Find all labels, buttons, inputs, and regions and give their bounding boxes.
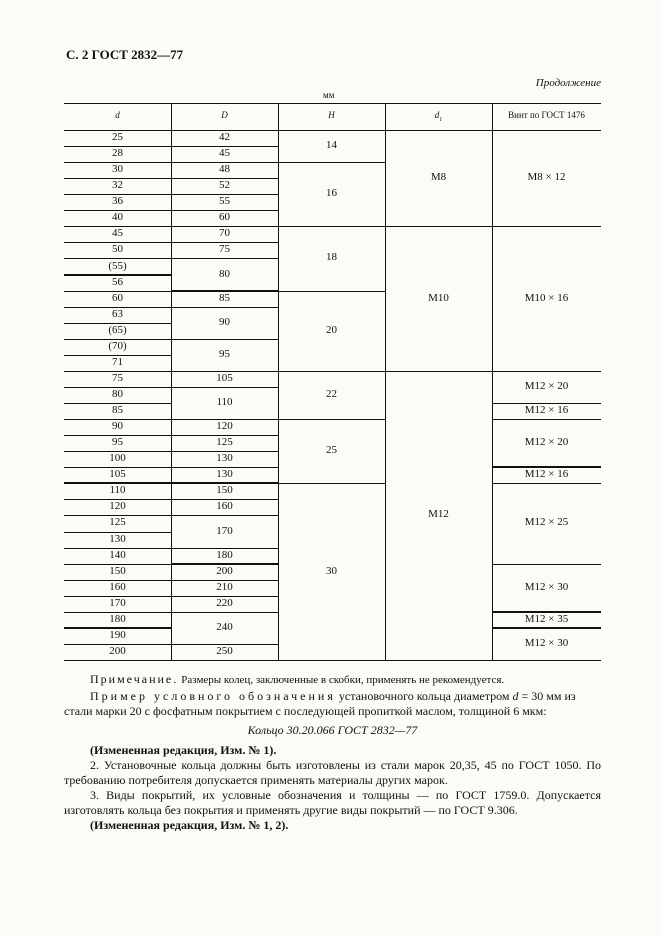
d-value-cell: 125	[109, 516, 126, 529]
D-value-cell: 60	[219, 211, 230, 224]
row-divider	[64, 194, 171, 195]
d-value-cell: 32	[112, 179, 123, 192]
row-divider	[171, 548, 278, 549]
d-value-cell: (55)	[108, 259, 127, 272]
screw-value-cell: M8 × 12	[527, 171, 566, 184]
D-value-cell: 240	[216, 620, 233, 633]
D-value-cell: 250	[216, 644, 233, 657]
d-value-cell: 100	[109, 452, 126, 465]
page-header: С. 2 ГОСТ 2832—77	[66, 47, 184, 62]
row-divider	[64, 644, 171, 645]
header-d1	[385, 111, 492, 123]
table-bottom-border	[492, 660, 601, 661]
row-divider	[171, 419, 278, 420]
screw-value-cell: M12 × 20	[524, 436, 569, 449]
row-divider	[171, 226, 278, 227]
row-divider	[64, 226, 171, 227]
row-divider-bold	[171, 563, 278, 565]
row-divider-bold	[492, 611, 601, 613]
row-divider	[278, 291, 385, 292]
row-divider	[492, 403, 601, 404]
d-value-cell: 140	[109, 548, 126, 561]
d-value-cell: 60	[112, 291, 123, 304]
row-divider	[278, 483, 385, 484]
row-divider	[492, 371, 601, 372]
table-header-border	[64, 130, 601, 131]
row-divider	[64, 307, 171, 308]
row-divider	[171, 499, 278, 500]
row-divider-bold	[171, 482, 278, 484]
header-d: d	[115, 109, 120, 120]
designation-sample: Кольцо 30.20.066 ГОСТ 2832—77	[247, 723, 418, 737]
D-value-cell: 85	[219, 291, 230, 304]
screw-value-cell: M12 × 30	[524, 636, 569, 649]
row-divider	[171, 451, 278, 452]
example-label: Пример условного обозначения	[90, 689, 336, 703]
screw-value-cell: M12 × 16	[524, 468, 569, 481]
D-value-cell: 180	[216, 548, 233, 561]
row-divider	[171, 515, 278, 516]
D-value-cell: 95	[219, 347, 230, 360]
row-divider	[64, 162, 171, 163]
example-text-end: = 30 мм из	[521, 689, 576, 703]
row-divider	[171, 258, 278, 259]
row-divider	[64, 548, 171, 549]
row-divider	[64, 178, 171, 179]
header-d1-sub: 1	[439, 116, 443, 123]
d-value-cell: 75	[112, 371, 123, 384]
row-divider-bold	[492, 627, 601, 629]
row-divider	[492, 419, 601, 420]
row-divider-bold	[64, 274, 171, 276]
row-divider	[64, 499, 171, 500]
row-divider	[64, 419, 171, 420]
row-divider	[278, 226, 385, 227]
d-value-cell: 28	[112, 147, 123, 160]
row-divider	[171, 644, 278, 645]
header-screw: Винт по ГОСТ 1476	[508, 109, 585, 120]
paragraph-2: 2. Установочные кольца должны быть изготовлены из стали марок 20,35, 45 по ГОСТ 1050. По требованию потребителя допускается применять материалы других марок.	[64, 758, 601, 787]
d-value-cell: 110	[109, 484, 126, 497]
d-value-cell: 180	[109, 612, 126, 625]
d-value-cell: 190	[109, 628, 126, 641]
D-value-cell: 125	[216, 436, 233, 449]
H-value-cell: 30	[326, 564, 337, 577]
D-value-cell: 160	[216, 500, 233, 513]
row-divider	[171, 387, 278, 388]
d-value-cell: 45	[112, 227, 123, 240]
d-value-cell: 200	[109, 644, 126, 657]
row-divider	[385, 371, 492, 372]
row-divider	[171, 307, 278, 308]
D-value-cell: 170	[216, 524, 233, 537]
row-divider	[278, 371, 385, 372]
dimensions-table	[64, 103, 601, 664]
D-value-cell: 45	[219, 147, 230, 160]
d-value-cell: 50	[112, 243, 123, 256]
row-divider	[171, 194, 278, 195]
d-value-cell: (70)	[108, 339, 127, 352]
row-divider	[278, 162, 385, 163]
row-divider	[64, 532, 171, 533]
edition-note-1: (Измененная редакция, Изм. № 1).	[90, 743, 277, 757]
row-divider	[64, 258, 171, 259]
D-value-cell: 48	[219, 163, 230, 176]
paragraph-3: 3. Виды покрытий, их условные обозначения и толщины — по ГОСТ 1759.0. Допускается изготовлять кольца без покрытия и применять другие виды покрытий — по ГОСТ 9.306.	[64, 788, 601, 817]
D-value-cell: 150	[216, 484, 233, 497]
note-text: Размеры колец, заключенные в скобки, применять не рекомендуется.	[181, 674, 505, 686]
screw-value-cell: M12 × 25	[524, 516, 569, 529]
D-value-cell: 105	[216, 371, 233, 384]
row-divider	[171, 467, 278, 468]
d1-value-cell: M8	[430, 171, 447, 184]
row-divider	[492, 483, 601, 484]
screw-value-cell: M12 × 35	[524, 612, 569, 625]
row-divider	[171, 178, 278, 179]
row-divider-bold	[492, 466, 601, 468]
row-divider	[64, 387, 171, 388]
d-value-cell: 130	[109, 532, 126, 545]
row-divider	[64, 242, 171, 243]
row-divider	[64, 403, 171, 404]
row-divider	[171, 242, 278, 243]
row-divider	[385, 226, 492, 227]
screw-value-cell: M12 × 16	[524, 404, 569, 417]
d1-value-cell: M12	[428, 508, 449, 521]
row-divider	[492, 226, 601, 227]
D-value-cell: 130	[216, 452, 233, 465]
example-text: установочного кольца диаметром	[338, 689, 510, 703]
d1-value-cell: M10	[428, 291, 449, 304]
example-variable: d	[512, 689, 519, 703]
table-note	[64, 672, 601, 688]
header-D: D	[221, 109, 228, 120]
row-divider	[64, 291, 171, 292]
row-divider	[64, 612, 171, 613]
table-top-border	[64, 103, 601, 104]
d-value-cell: 30	[112, 163, 123, 176]
row-divider	[171, 612, 278, 613]
row-divider	[171, 371, 278, 372]
d-value-cell: (65)	[108, 323, 127, 336]
row-divider	[64, 339, 171, 340]
D-value-cell: 75	[219, 243, 230, 256]
H-value-cell: 25	[326, 444, 337, 457]
row-divider	[171, 210, 278, 211]
H-value-cell: 16	[326, 187, 337, 200]
d-value-cell: 170	[109, 596, 126, 609]
D-value-cell: 210	[216, 580, 233, 593]
row-divider	[64, 451, 171, 452]
row-divider	[64, 435, 171, 436]
d-value-cell: 80	[112, 387, 123, 400]
row-divider	[171, 339, 278, 340]
D-value-cell: 52	[219, 179, 230, 192]
H-value-cell: 14	[326, 139, 337, 152]
d-value-cell: 36	[112, 195, 123, 208]
edition-note-2: (Измененная редакция, Изм. № 1, 2).	[90, 818, 289, 832]
paragraphs	[64, 743, 601, 833]
D-value-cell: 130	[216, 468, 233, 481]
D-value-cell: 42	[219, 131, 230, 144]
row-divider	[171, 596, 278, 597]
D-value-cell: 110	[216, 396, 233, 409]
screw-value-cell: M12 × 20	[524, 379, 569, 392]
row-divider	[492, 564, 601, 565]
d-value-cell: 71	[112, 355, 123, 368]
D-value-cell: 120	[216, 420, 233, 433]
note-label: Примечание.	[90, 672, 179, 686]
header-H: H	[328, 109, 335, 120]
d-value-cell: 85	[112, 404, 123, 417]
table-bottom-border	[64, 660, 492, 661]
row-divider	[64, 146, 171, 147]
D-value-cell: 55	[219, 195, 230, 208]
row-divider-bold	[64, 482, 171, 484]
row-divider-bold	[171, 290, 278, 292]
row-divider	[171, 162, 278, 163]
d-value-cell: 150	[109, 564, 126, 577]
d-value-cell: 95	[112, 436, 123, 449]
row-divider	[64, 323, 171, 324]
d-value-cell: 25	[112, 131, 123, 144]
designation-example	[64, 689, 601, 719]
D-value-cell: 220	[216, 596, 233, 609]
H-value-cell: 20	[326, 323, 337, 336]
row-divider	[64, 467, 171, 468]
D-value-cell: 80	[219, 267, 230, 280]
d-value-cell: 105	[109, 468, 126, 481]
row-divider	[64, 210, 171, 211]
H-value-cell: 18	[326, 251, 337, 264]
row-divider	[64, 564, 171, 565]
row-divider-bold	[64, 627, 171, 629]
row-divider	[64, 355, 171, 356]
H-value-cell: 22	[326, 387, 337, 400]
row-divider	[171, 580, 278, 581]
d-value-cell: 40	[112, 211, 123, 224]
row-divider	[64, 515, 171, 516]
D-value-cell: 90	[219, 315, 230, 328]
d-value-cell: 160	[109, 580, 126, 593]
screw-value-cell: M10 × 16	[524, 291, 569, 304]
continuation-label: Продолжение	[535, 77, 601, 89]
d-value-cell: 120	[109, 500, 126, 513]
d-value-cell: 63	[112, 307, 123, 320]
row-divider	[64, 371, 171, 372]
units-label: мм	[323, 90, 335, 100]
row-divider	[64, 596, 171, 597]
d-value-cell: 56	[112, 275, 123, 288]
row-divider	[278, 419, 385, 420]
row-divider	[171, 146, 278, 147]
header-d1-main: d	[434, 110, 440, 120]
screw-value-cell: M12 × 30	[524, 580, 569, 593]
D-value-cell: 70	[219, 227, 230, 240]
row-divider	[171, 435, 278, 436]
example-line2: стали марки 20 с фосфатным покрытием с последующей пропиткой маслом, толщиной 6 мкм:	[64, 704, 547, 718]
D-value-cell: 200	[216, 564, 233, 577]
d-value-cell: 90	[112, 420, 123, 433]
row-divider	[64, 580, 171, 581]
table-column-divider	[385, 103, 386, 660]
